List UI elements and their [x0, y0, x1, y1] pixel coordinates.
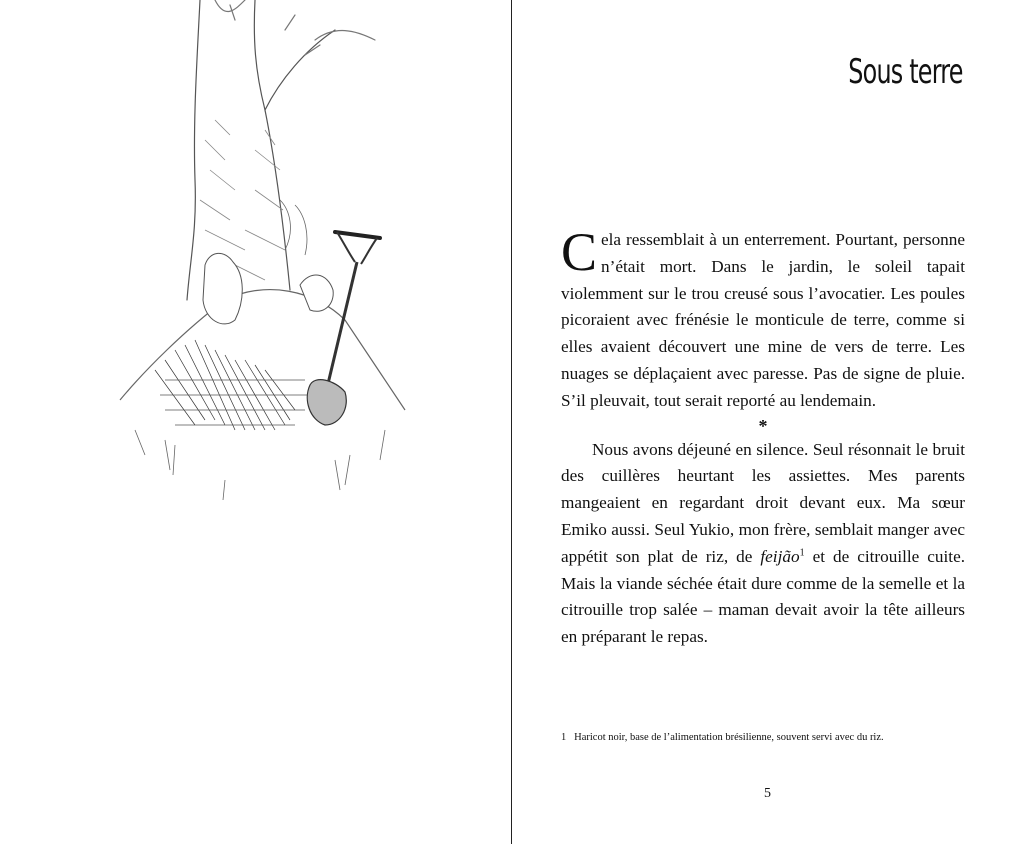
- page-number: 5: [764, 786, 771, 801]
- italic-word: feijão: [760, 546, 800, 566]
- paragraph-2: [561, 437, 965, 651]
- paragraph-1: [561, 222, 965, 415]
- left-page: [0, 0, 511, 844]
- footnote-text: Haricot noir, base de l’alimentation brésilienne, souvent servi avec du riz.: [574, 732, 884, 743]
- chapter-body: [561, 222, 966, 651]
- footnote-ref[interactable]: 1: [799, 547, 805, 559]
- footnote: [561, 732, 965, 744]
- footnote-number: 1: [561, 732, 567, 743]
- right-page: [512, 0, 1023, 844]
- section-separator: *: [758, 415, 768, 436]
- chapter-title: Sous terre: [848, 52, 963, 92]
- paragraph-1-text: ela ressemblait à un enterrement. Pourtant, personne n’était mort. Dans le jardin, le soleil tapait violemment sur le trou creusé sous l’avocatier. Les poules picoraient avec frénésie le monticule de terre, comme si elles avaient découvert une mine de vers de terre. Les nuages se déplaçaient avec paresse. Pas de signe de pluie. S’il pleuvait, tout serait reporté au lendemain.: [561, 230, 965, 410]
- tree-chickens-spade-illustration: [105, 0, 415, 540]
- paragraph-2-text-b: et de citrouille cuite. Mais la viande séchée était dure comme de la semelle et la citrouille trop salée – maman devait avoir la tête ailleurs en préparant le repas.: [561, 546, 966, 647]
- drop-cap: C: [561, 222, 598, 282]
- paragraph-2-text-a: Nous avons déjeuné en silence. Seul résonnait le bruit des cuillères heurtant les assiettes. Mes parents mangeaient en regardant droit devant eux. Ma sœur Emiko aussi. Seul Yukio, mon frère, semblait manger avec appétit son plat de riz, de: [561, 439, 965, 566]
